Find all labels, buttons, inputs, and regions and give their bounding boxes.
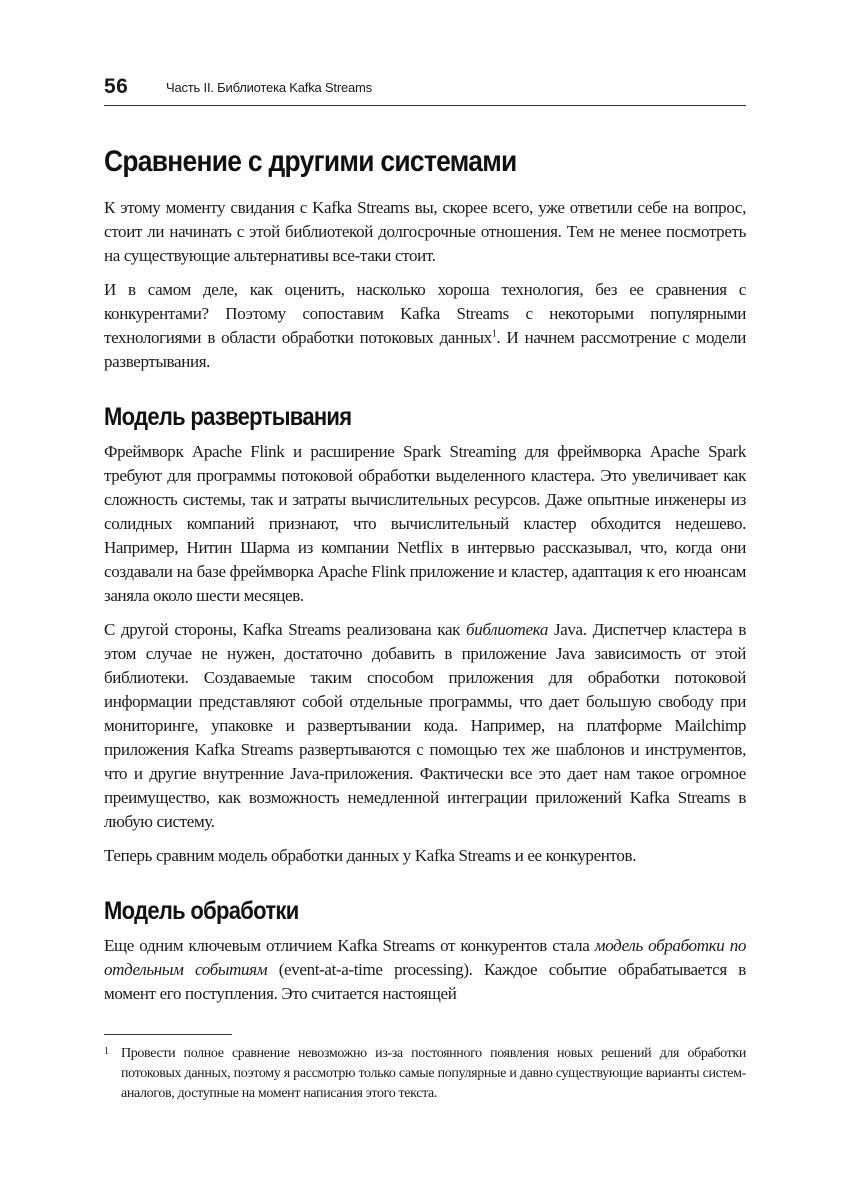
footnote bbox=[104, 1044, 746, 1104]
running-header bbox=[104, 73, 746, 106]
intro-paragraph-1: К этому моменту свидания с Kafka Streams вы, скорее всего, уже ответили себе на вопрос, стоит ли начинать с этой библиотекой долгосрочные отношения. Тем не менее посмотреть на существующие альтернативы все-таки стоит. bbox=[104, 198, 746, 265]
running-title: Часть II. Библиотека Kafka Streams bbox=[166, 80, 372, 95]
intro-paragraph-2-text: И в самом деле, как оценить, насколько хороша технология, без ее сравнения с конкурентами? Поэтому сопоставим Kafka Streams с некоторыми популярными технологиями в области обработки потоковых данных bbox=[104, 280, 746, 347]
deployment-paragraph-3: Теперь сравним модель обработки данных у Kafka Streams и ее конкурентов. bbox=[104, 846, 637, 865]
deployment-paragraph-2-text-end: Java. Диспетчер кластера в этом случае не нужен, достаточно добавить в приложение Java зависимость от этой библиотеки. Создаваемые таким способом приложения для обработки потоковой информации представляют собой отдельные программы, что дает большую свободу при мониторинге, упаковке и развертывании кода. Например, на платформе Mailchimp приложения Kafka Streams развертываются с помощью тех же шаблонов и инструментов, что и другие внутренние Java-приложения. Фактически все это дает нам такое огромное преимущество, как возможность немедленной интеграции приложений Kafka Streams в любую систему. bbox=[104, 620, 747, 831]
intro-paragraph-2 bbox=[104, 278, 746, 374]
processing-paragraph-1 bbox=[104, 934, 746, 1006]
main-content bbox=[104, 142, 746, 1016]
processing-paragraph-1-text-end: (event-at-a-time processing). Каждое событие обрабатывается в момент его поступления. Это считается настоящей bbox=[104, 960, 746, 1003]
deployment-paragraph-2 bbox=[104, 618, 746, 834]
section-heading: Сравнение с другими системами bbox=[104, 145, 517, 178]
deployment-paragraph-2-text: С другой стороны, Kafka Streams реализована как bbox=[104, 620, 467, 639]
library-emphasis: библиотека bbox=[466, 620, 548, 639]
deployment-model-heading: Модель развертывания bbox=[104, 403, 352, 431]
footnote-reference[interactable]: 1 bbox=[491, 328, 497, 340]
processing-model-heading: Модель обработки bbox=[104, 897, 299, 925]
event-at-a-time-emphasis: модель обработки по отдельным событиям bbox=[104, 936, 746, 979]
footnote-divider bbox=[104, 1034, 232, 1035]
processing-paragraph-1-text: Еще одним ключевым отличием Kafka Streams от конкурентов стала bbox=[104, 936, 595, 955]
footnote-mark: 1 bbox=[104, 1046, 109, 1057]
intro-paragraph-2-text-end: . И начнем рассмотрение с модели развертывания. bbox=[104, 328, 746, 371]
deployment-paragraph-1: Фреймворк Apache Flink и расширение Spark Streaming для фреймворка Apache Spark требуют для программы потоковой обработки выделенного кластера. Это увеличивает как сложность системы, так и затраты вычислительных ресурсов. Даже опытные инженеры из солидных компаний признают, что вычислительный кластер обходится недешево. Например, Нитин Шарма из компании Netflix в интервью рассказывал, что, когда они создавали на базе фреймворка Apache Flink приложение и кластер, адаптация к его нюансам заняла около шести месяцев. bbox=[104, 442, 746, 605]
page-number: 56 bbox=[104, 75, 129, 98]
footnote-text: Провести полное сравнение невозможно из-за постоянного появления новых решений для обработки потоковых данных, поэтому я рассмотрю только самые популярные и давно существующие варианты систем-аналогов, доступные на момент написания этого текста. bbox=[121, 1046, 746, 1101]
